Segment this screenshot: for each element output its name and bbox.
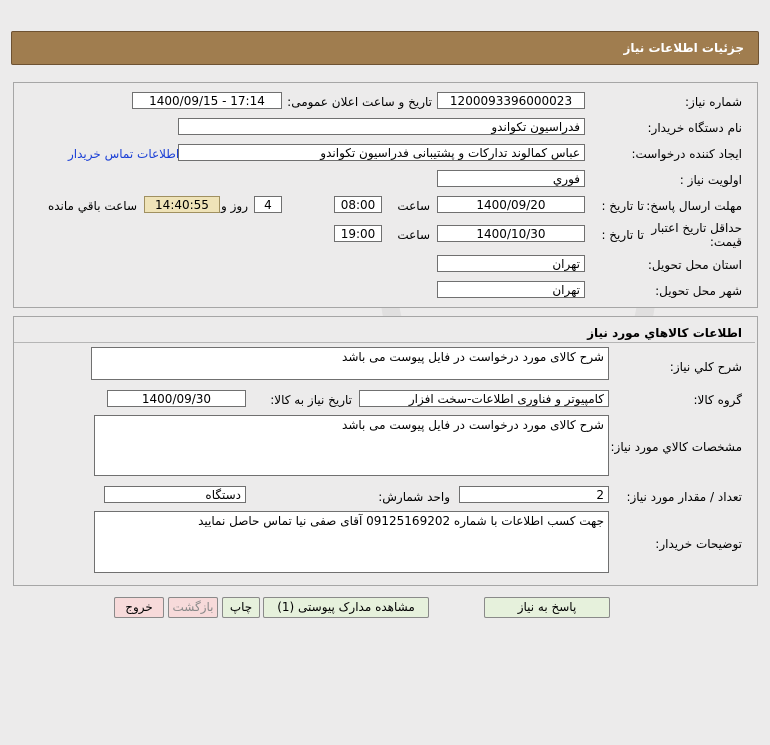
quantity-field: 2 — [459, 486, 609, 503]
page-header — [11, 31, 759, 65]
general-desc-field: شرح کالای مورد درخواست در فایل پیوست می باشد — [91, 347, 609, 380]
city-field: تهران — [437, 281, 585, 298]
requester-label: ایجاد کننده درخواست: — [631, 147, 742, 161]
reply-time-field: 08:00 — [334, 196, 382, 213]
print-button[interactable]: چاپ — [222, 597, 260, 618]
buyer-org-field: فدراسیون تکواندو — [178, 118, 585, 135]
announce-label: تاریخ و ساعت اعلان عمومی: — [287, 95, 432, 109]
buyer-notes-label: توضیحات خریدار: — [655, 537, 742, 551]
province-label: استان محل تحویل: — [647, 258, 742, 272]
validity-label-line1: حداقل تاریخ اعتبار — [651, 221, 742, 235]
validity-label-line2: قیمت: — [709, 235, 742, 249]
reply-button[interactable]: پاسخ به نیاز — [484, 597, 610, 618]
exit-button[interactable]: خروج — [114, 597, 164, 618]
need-date-field: 1400/09/30 — [107, 390, 246, 407]
days-field: 4 — [254, 196, 282, 213]
buyer-contact-link[interactable]: اطلاعات تماس خریدار — [68, 147, 180, 161]
goods-group-label: گروه کالا: — [693, 393, 742, 407]
remaining-label: ساعت باقي مانده — [47, 199, 137, 213]
reply-time-label: ساعت — [397, 199, 430, 213]
requester-field: عباس کمالوند تدارکات و پشتیبانی فدراسیون تکواندو — [178, 144, 585, 161]
general-desc-label: شرح کلي نياز: — [669, 360, 742, 374]
buyer-org-label: نام دستگاه خریدار: — [647, 121, 742, 135]
need-info-panel — [13, 82, 758, 308]
specs-field: شرح کالای مورد درخواست در فایل پیوست می باشد — [94, 415, 609, 476]
need-number-label: شماره نیاز: — [685, 95, 742, 109]
reply-until-date-label: تا تاریخ : — [601, 199, 644, 213]
need-number-field: 1200093396000023 — [437, 92, 585, 109]
announce-field: 1400/09/15 - 17:14 — [132, 92, 282, 109]
need-date-label: تاریخ نیاز به کالا: — [270, 393, 352, 407]
attachments-button[interactable]: مشاهده مدارک پیوستی (1) — [263, 597, 429, 618]
specs-label: مشخصات کالاي مورد نياز: — [610, 440, 742, 454]
unit-field: دستگاه — [104, 486, 246, 503]
validity-time-label: ساعت — [397, 228, 430, 242]
section-divider — [14, 342, 755, 343]
city-label: شهر محل تحویل: — [655, 284, 742, 298]
validity-time-field: 19:00 — [334, 225, 382, 242]
province-field: تهران — [437, 255, 585, 272]
unit-label: واحد شمارش: — [378, 490, 450, 504]
reply-date-field: 1400/09/20 — [437, 196, 585, 213]
buyer-notes-field: جهت کسب اطلاعات با شماره 09125169202 آقای صفی نیا تماس حاصل نمایید — [94, 511, 609, 573]
priority-label: اولویت نیاز : — [679, 173, 742, 187]
goods-group-field: کامپیوتر و فناوری اطلاعات-سخت افزار — [359, 390, 609, 407]
days-label: روز و — [221, 199, 248, 213]
back-button[interactable]: بازگشت — [168, 597, 218, 618]
remaining-time: 14:40:55 — [144, 196, 220, 213]
reply-deadline-label: مهلت ارسال پاسخ: — [646, 199, 742, 213]
priority-field: فوري — [437, 170, 585, 187]
validity-date-field: 1400/10/30 — [437, 225, 585, 242]
goods-section-title: اطلاعات کالاهاي مورد نياز — [587, 326, 742, 340]
quantity-label: تعداد / مقدار مورد نیاز: — [626, 490, 742, 504]
validity-until-date-label: تا تاریخ : — [601, 228, 644, 242]
page-title: جزئیات اطلاعات نیاز — [623, 41, 744, 55]
